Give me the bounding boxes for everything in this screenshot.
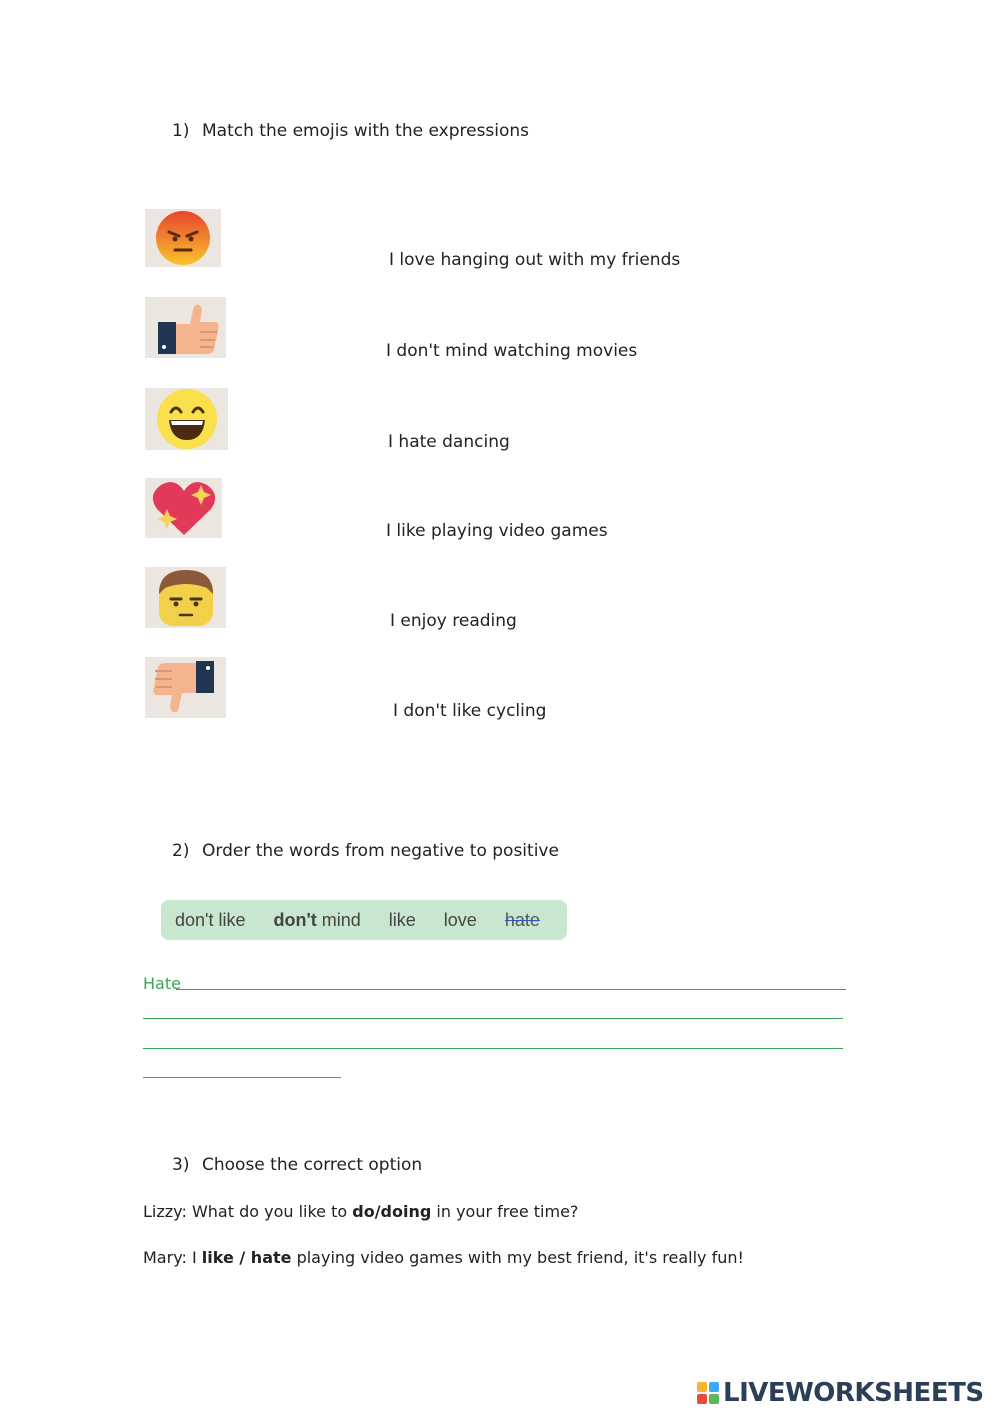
emoji-sad: [145, 567, 226, 628]
section3-title: Choose the correct option: [202, 1155, 423, 1175]
answer-line-1[interactable]: [176, 989, 846, 990]
emoji-heart: [145, 478, 222, 538]
angry-face-icon: [155, 210, 211, 266]
expression-6: I don't like cycling: [393, 701, 547, 721]
thumbs-down-icon: [150, 659, 222, 717]
mary-options[interactable]: like / hate: [201, 1248, 292, 1267]
expression-4: I like playing video games: [386, 521, 608, 541]
word-like: like: [388, 909, 416, 930]
grinning-face-icon: [156, 388, 218, 450]
emoji-thumbs-up: [145, 297, 226, 358]
thumbs-up-icon: [150, 300, 222, 356]
logo-mark-icon: [697, 1382, 719, 1404]
answer-line-3[interactable]: [143, 1048, 843, 1049]
section2-heading: [172, 841, 559, 861]
sentence-mary: [143, 1248, 744, 1267]
answer-line-4[interactable]: [143, 1077, 341, 1078]
expression-2: I don't mind watching movies: [386, 341, 638, 361]
word-dont-like: don't like: [175, 909, 246, 930]
lizzy-before: Lizzy: What do you like to: [143, 1202, 353, 1221]
section1-heading: [172, 121, 529, 141]
lizzy-options[interactable]: do/doing: [352, 1202, 432, 1221]
mary-after: playing video games with my best friend, it's really fun!: [291, 1248, 744, 1267]
answer-prefix: Hate: [143, 974, 181, 993]
sparkling-heart-icon: [151, 479, 217, 537]
emoji-thumbs-down: [145, 657, 226, 718]
section2-title: Order the words from negative to positive: [202, 841, 559, 861]
word-bank: [161, 900, 567, 940]
word-hate-crossed: hate: [504, 909, 540, 930]
section3-number: 3): [172, 1155, 190, 1175]
liveworksheets-logo: [697, 1378, 984, 1408]
logo-text: LIVEWORKSHEETS: [723, 1378, 984, 1408]
lizzy-after: in your free time?: [431, 1202, 579, 1221]
expression-5: I enjoy reading: [390, 611, 517, 631]
sentence-lizzy: [143, 1202, 578, 1221]
answer-line-2[interactable]: [143, 1018, 843, 1019]
section1-number: 1): [172, 121, 190, 141]
emoji-angry: [145, 209, 221, 267]
expression-1: I love hanging out with my friends: [389, 250, 681, 270]
expression-3: I hate dancing: [388, 432, 510, 452]
word-love: love: [443, 909, 477, 930]
section1-title: Match the emojis with the expressions: [202, 121, 530, 141]
section2-number: 2): [172, 841, 190, 861]
word-dont-mind: don't mind: [273, 909, 361, 930]
sad-face-icon: [157, 568, 215, 628]
section3-heading: [172, 1155, 422, 1175]
emoji-grinning: [145, 388, 228, 450]
mary-before: Mary: I: [143, 1248, 202, 1267]
